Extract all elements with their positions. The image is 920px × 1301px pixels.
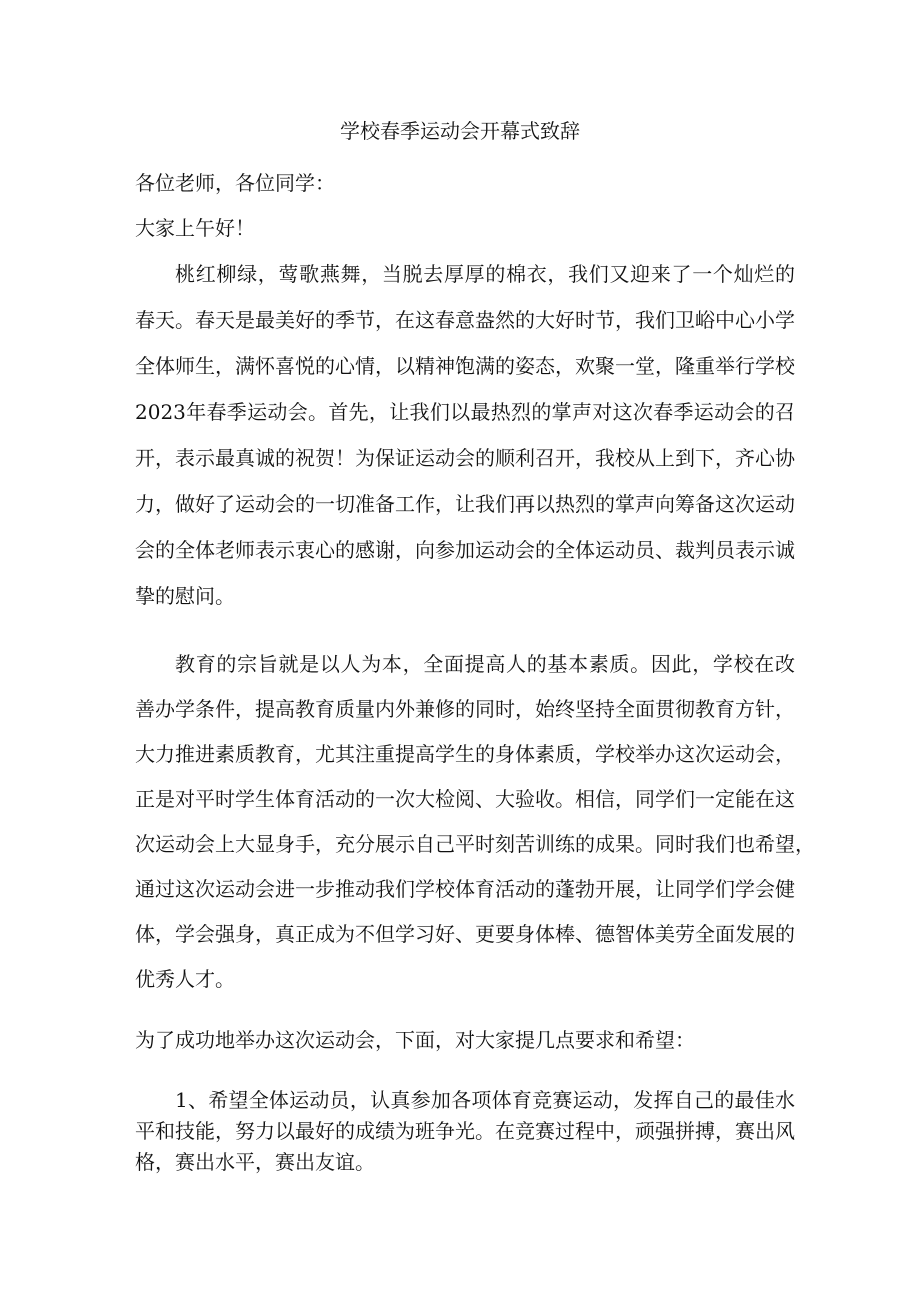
paragraph-line: 力，做好了运动会的一切准备工作，让我们再以热烈的掌声向筹备这次运动 bbox=[135, 492, 795, 516]
paragraph-line: 体，学会强身，真正成为不但学习好、更要身体棒、德智体美劳全面发展的 bbox=[135, 922, 795, 946]
paragraph-line: 优秀人才。 bbox=[135, 967, 235, 991]
document-title: 学校春季运动会开幕式致辞 bbox=[340, 119, 580, 143]
paragraph-line: 桃红柳绿，莺歌燕舞，当脱去厚厚的棉衣，我们又迎来了一个灿烂的 bbox=[175, 262, 795, 286]
paragraph-line: 挚的慰问。 bbox=[135, 584, 235, 608]
paragraph-line: 全体师生，满怀喜悦的心情，以精神饱满的姿态，欢聚一堂，隆重举行学校 bbox=[135, 354, 795, 378]
paragraph-line: 会的全体老师表示衷心的感谢，向参加运动会的全体运动员、裁判员表示诚 bbox=[135, 538, 795, 562]
paragraph-line: 善办学条件，提高教育质量内外兼修的同时，始终坚持全面贯彻教育方针， bbox=[135, 697, 795, 721]
requirement-line: 格，赛出水平，赛出友谊。 bbox=[135, 1150, 375, 1174]
paragraph-line: 通过这次运动会进一步推动我们学校体育活动的蓬勃开展，让同学们学会健 bbox=[135, 877, 795, 901]
paragraph-line: 开，表示最真诚的祝贺！为保证运动会的顺利召开，我校从上到下，齐心协 bbox=[135, 446, 795, 470]
greeting: 大家上午好！ bbox=[135, 216, 255, 240]
salutation: 各位老师，各位同学： bbox=[135, 171, 335, 195]
paragraph-line: 2023年春季运动会。首先，让我们以最热烈的掌声对这次春季运动会的召 bbox=[135, 400, 795, 424]
paragraph-line: 教育的宗旨就是以人为本，全面提高人的基本素质。因此，学校在改 bbox=[175, 652, 795, 676]
requirements-intro: 为了成功地举办这次运动会，下面，对大家提几点要求和希望： bbox=[135, 1028, 695, 1052]
requirement-line: 1、希望全体运动员，认真参加各项体育竞赛运动，发挥自己的最佳水 bbox=[175, 1088, 795, 1112]
paragraph-line: 大力推进素质教育，尤其注重提高学生的身体素质，学校举办这次运动会， bbox=[135, 742, 795, 766]
paragraph-line: 次运动会上大显身手，充分展示自己平时刻苦训练的成果。同时我们也希望， bbox=[135, 832, 815, 856]
paragraph-line: 春天。春天是最美好的季节，在这春意盎然的大好时节，我们卫峪中心小学 bbox=[135, 308, 795, 332]
requirement-line: 平和技能，努力以最好的成绩为班争光。在竞赛过程中，顽强拼搏，赛出风 bbox=[135, 1119, 795, 1143]
paragraph-line: 正是对平时学生体育活动的一次大检阅、大验收。相信，同学们一定能在这 bbox=[135, 787, 795, 811]
